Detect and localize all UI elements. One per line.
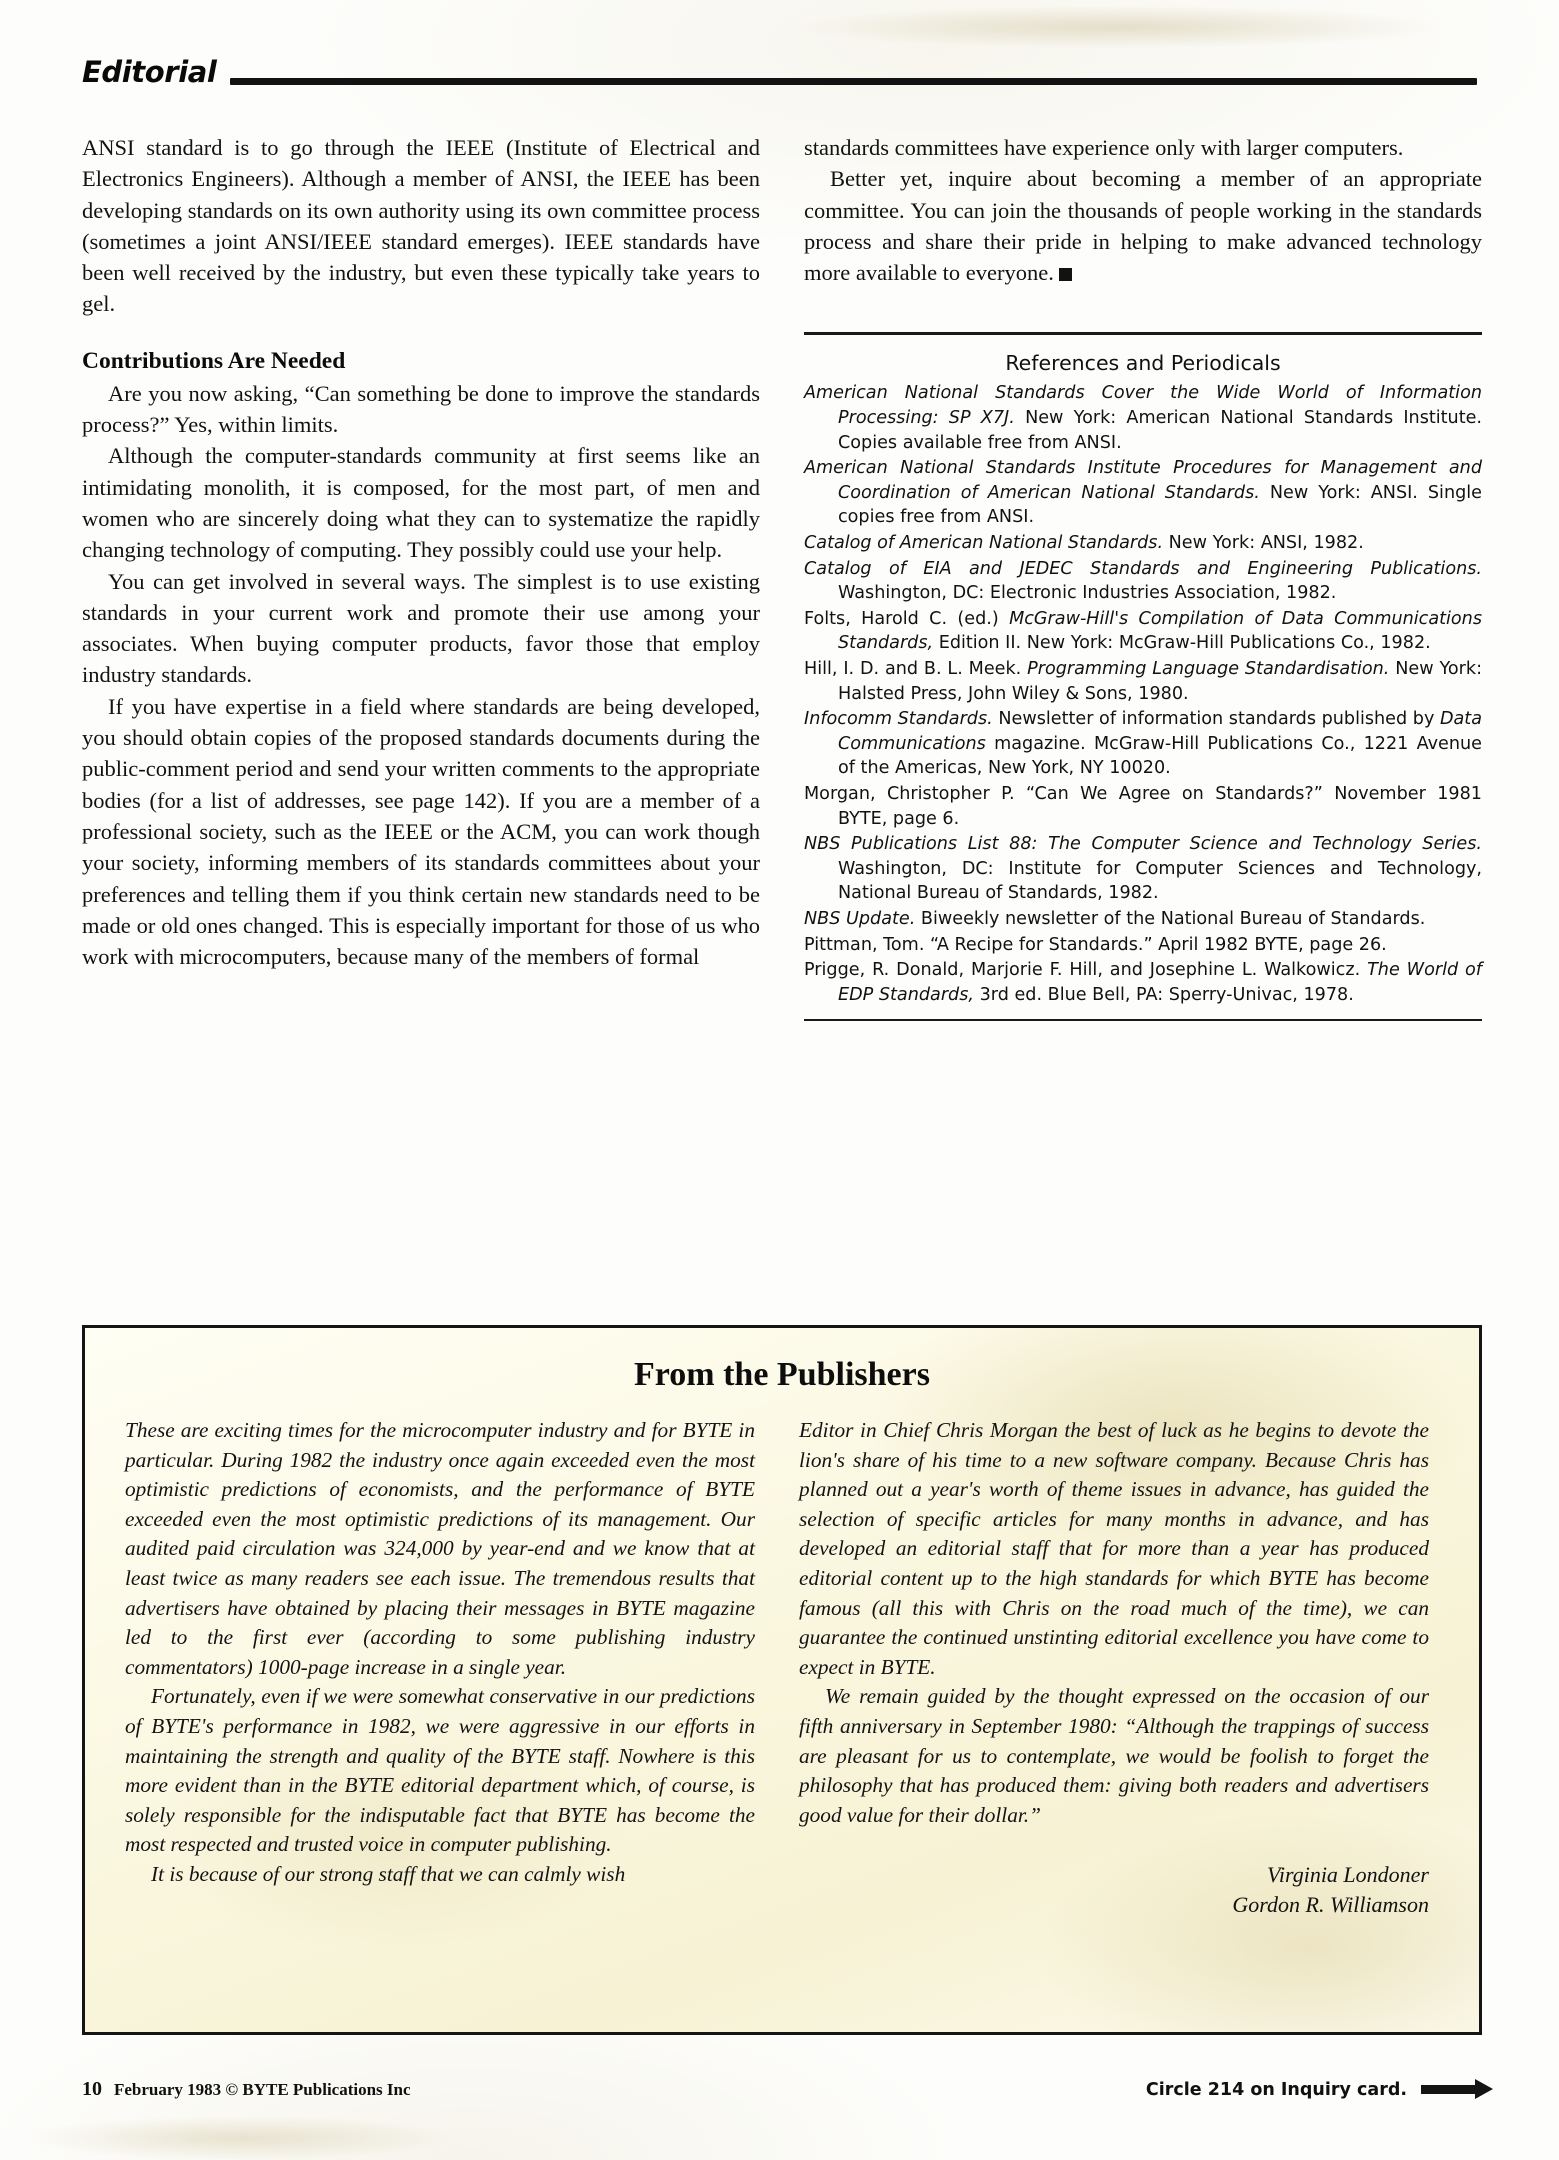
end-of-article-mark bbox=[1059, 268, 1072, 281]
reference-item bbox=[804, 456, 1482, 530]
reference-item bbox=[804, 557, 1482, 606]
publishers-paragraph: These are exciting times for the microcomputer industry and for BYTE in particular. During 1982 the industry once again exceeded even the most optimistic predictions of economists, and the performance of BYTE exceeded even the most optimistic predictions of its management. Our audited paid circulation was 324,000 by year-end and we know that at least twice as many readers see each issue. The tremendous results that advertisers have obtained by placing their messages in BYTE magazine led to the first ever (according to some publishing industry commentators) 1000-page increase in a single year. bbox=[125, 1418, 755, 1679]
reference-item bbox=[804, 607, 1482, 656]
reference-title: McGraw-Hill's Compilation of Data Communications Standards, bbox=[838, 608, 1482, 654]
reference-item bbox=[804, 707, 1482, 781]
masthead bbox=[82, 55, 1477, 89]
reference-text: New York: ANSI. Single copies free from ANSI. bbox=[838, 482, 1482, 528]
reference-text: Biweekly newsletter of the National Bureau of Standards. bbox=[915, 908, 1426, 929]
signature-block bbox=[799, 1860, 1429, 1920]
reference-title: Data Communications bbox=[838, 709, 1482, 754]
reference-text: Pittman, Tom. “A Recipe for Standards.” April 1982 BYTE, page 26. bbox=[804, 934, 1387, 955]
reference-item bbox=[804, 782, 1482, 831]
reference-text: Prigge, R. Donald, Marjorie F. Hill, and Josephine L. Walkowicz. bbox=[804, 960, 1368, 981]
reference-item bbox=[804, 907, 1482, 932]
signature-name: Gordon R. Williamson bbox=[1232, 1892, 1429, 1918]
page-title: Editorial bbox=[82, 55, 217, 89]
publishers-left-column bbox=[125, 1416, 755, 1920]
right-column bbox=[804, 132, 1482, 1021]
publishers-paragraph: Fortunately, even if we were somewhat conservative in our predictions of BYTE's performance in 1982, we were aggressive in our efforts in maintaining the strength and quality of the BYTE staff. Nowhere is this more evident than in the BYTE editorial department which, of course, is solely responsible for the indisputable fact that BYTE has become the most respected and trusted voice in computer publishing. bbox=[125, 1684, 755, 1857]
inquiry-card-notice: Circle 214 on Inquiry card. bbox=[1145, 2079, 1407, 2100]
references-title: References and Periodicals bbox=[1005, 351, 1281, 376]
reference-text: magazine. McGraw-Hill Publications Co., 1221 Avenue of the Americas, New York, NY 10020. bbox=[838, 733, 1482, 779]
reference-text: New York: American National Standards Institute. Copies available free from ANSI. bbox=[838, 408, 1483, 453]
reference-item bbox=[804, 381, 1482, 455]
article-columns bbox=[82, 132, 1482, 1021]
imprint-line: February 1983 © BYTE Publications Inc bbox=[114, 2080, 411, 2099]
reference-text: Folts, Harold C. (ed.) bbox=[804, 608, 1010, 629]
publishers-box-title: From the Publishers bbox=[634, 1356, 930, 1393]
reference-text: New York: Halsted Press, John Wiley & Sons, 1980. bbox=[838, 659, 1483, 704]
publishers-right-column bbox=[799, 1416, 1429, 1920]
paragraph-text: Better yet, inquire about becoming a member of an appropriate committee. You can join the thousands of people working in the standards process and share their pride in helping to make advanced technology more available to everyone. bbox=[804, 166, 1482, 286]
paragraph: standards committees have experience only with larger computers. bbox=[804, 135, 1404, 160]
paragraph: Are you now asking, “Can something be done to improve the standards process?” Yes, within limits. bbox=[82, 380, 760, 438]
reference-title: Catalog of American National Standards. bbox=[804, 533, 1164, 554]
signature-name: Virginia Londoner bbox=[1267, 1862, 1429, 1888]
reference-title: Catalog of EIA and JEDEC Standards and Engineering Publications. bbox=[804, 558, 1482, 579]
footer-right bbox=[1146, 2080, 1477, 2100]
reference-text: Hill, I. D. and B. L. Meek. bbox=[804, 659, 1028, 680]
paragraph: Although the computer-standards community at first seems like an intimidating monolith, it is composed, for the most part, of men and women who are sincerely doing what they can to systematize the rapidly changing technology of computing. They possibly could use your help. bbox=[82, 443, 760, 563]
page-number: 10 bbox=[82, 2078, 102, 2100]
reference-text: Newsletter of information standards published by bbox=[992, 709, 1440, 730]
reference-title: Programming Language Standardisation. bbox=[1027, 659, 1390, 680]
references-list bbox=[804, 381, 1482, 1007]
masthead-rule bbox=[230, 78, 1477, 85]
paragraph: ANSI standard is to go through the IEEE (Institute of Electrical and Electronics Engineers). Although a member of ANSI, the IEEE has been developing standards on its own authority using its own committee process (sometimes a joint ANSI/IEEE standard emerges). IEEE standards have been well received by the industry, but even these typically take years to gel. bbox=[82, 135, 760, 317]
left-column bbox=[82, 132, 760, 1021]
reference-title: The World of EDP Standards, bbox=[838, 960, 1482, 1005]
paragraph: If you have expertise in a field where standards are being developed, you should obtain copies of the proposed standards documents during the public-comment period and send your written comments to the appropriate bodies (for a list of addresses, see page 142). If you are a member of a professional society, such as the IEEE or the ACM, you can work though your society, informing members of its standards committees about your preferences and telling them if you think certain new standards need to be made or old ones changed. This is especially important for those of us who work with microcomputers, because many of the members of formal bbox=[82, 693, 760, 970]
reference-text: Edition II. New York: McGraw-Hill Publications Co., 1982. bbox=[933, 633, 1431, 654]
reference-title: Infocomm Standards. bbox=[804, 709, 993, 730]
references-bottom-rule bbox=[804, 1019, 1482, 1021]
reference-text: Washington, DC: Electronic Industries Association, 1982. bbox=[838, 583, 1337, 604]
reference-text: 3rd ed. Blue Bell, PA: Sperry-Univac, 1978. bbox=[973, 984, 1354, 1005]
publishers-paragraph: Editor in Chief Chris Morgan the best of luck as he begins to devote the lion's share of his time to a new software company. Because Chris has planned out a year's worth of theme issues in advance, has guided the selection of specific articles for many months in advance, and has developed an editorial staff that for more than a year has produced editorial content up to the high standards for which BYTE has become famous (all this with Chris on the road much of the time), we can guarantee the continued unstinting editorial excellence you have come to expect in BYTE. bbox=[799, 1418, 1429, 1679]
reference-item bbox=[804, 531, 1482, 556]
scan-artifact-top bbox=[800, 6, 1440, 48]
section-subhead: Contributions Are Needed bbox=[82, 347, 346, 374]
publishers-columns bbox=[125, 1416, 1439, 1920]
paragraph-with-endmark bbox=[804, 163, 1482, 288]
footer-left bbox=[82, 2078, 411, 2101]
reference-title: NBS Update. bbox=[804, 908, 916, 929]
page-footer bbox=[82, 2078, 1477, 2101]
publishers-paragraph: We remain guided by the thought expressed on the occasion of our fifth anniversary in September 1980: “Although the trappings of success are pleasant for us to contemplate, we would be foolish to forget the philosophy that has produced them: giving both readers and advertisers good value for their dollar.” bbox=[799, 1684, 1429, 1827]
reference-title: American National Standards Cover the Wide World of Information Processing: SP X7J. bbox=[804, 383, 1482, 429]
reference-text: Morgan, Christopher P. “Can We Agree on Standards?” November 1981 BYTE, page 6. bbox=[804, 783, 1482, 829]
publishers-paragraph: It is because of our strong staff that we can calmly wish bbox=[151, 1861, 626, 1886]
paragraph: You can get involved in several ways. The simplest is to use existing standards in your current work and promote their use among your associates. When buying computer products, favor those that employ industry standards. bbox=[82, 568, 760, 688]
scan-artifact-bottom bbox=[30, 2116, 450, 2160]
reference-item bbox=[804, 657, 1482, 706]
from-the-publishers-box bbox=[82, 1325, 1482, 2035]
reference-title: NBS Publications List 88: The Computer Science and Technology Series. bbox=[804, 834, 1482, 855]
reference-item bbox=[804, 832, 1482, 906]
right-arrow-icon bbox=[1421, 2085, 1477, 2094]
reference-item bbox=[804, 933, 1482, 958]
reference-item bbox=[804, 958, 1482, 1007]
reference-text: New York: ANSI, 1982. bbox=[1163, 533, 1364, 554]
references-panel bbox=[804, 332, 1482, 1021]
reference-text: Washington, DC: Institute for Computer Sciences and Technology, National Bureau of Standards, 1982. bbox=[838, 858, 1482, 904]
reference-title: American National Standards Institute Procedures for Management and Coordination of American National Standards. bbox=[804, 458, 1482, 503]
